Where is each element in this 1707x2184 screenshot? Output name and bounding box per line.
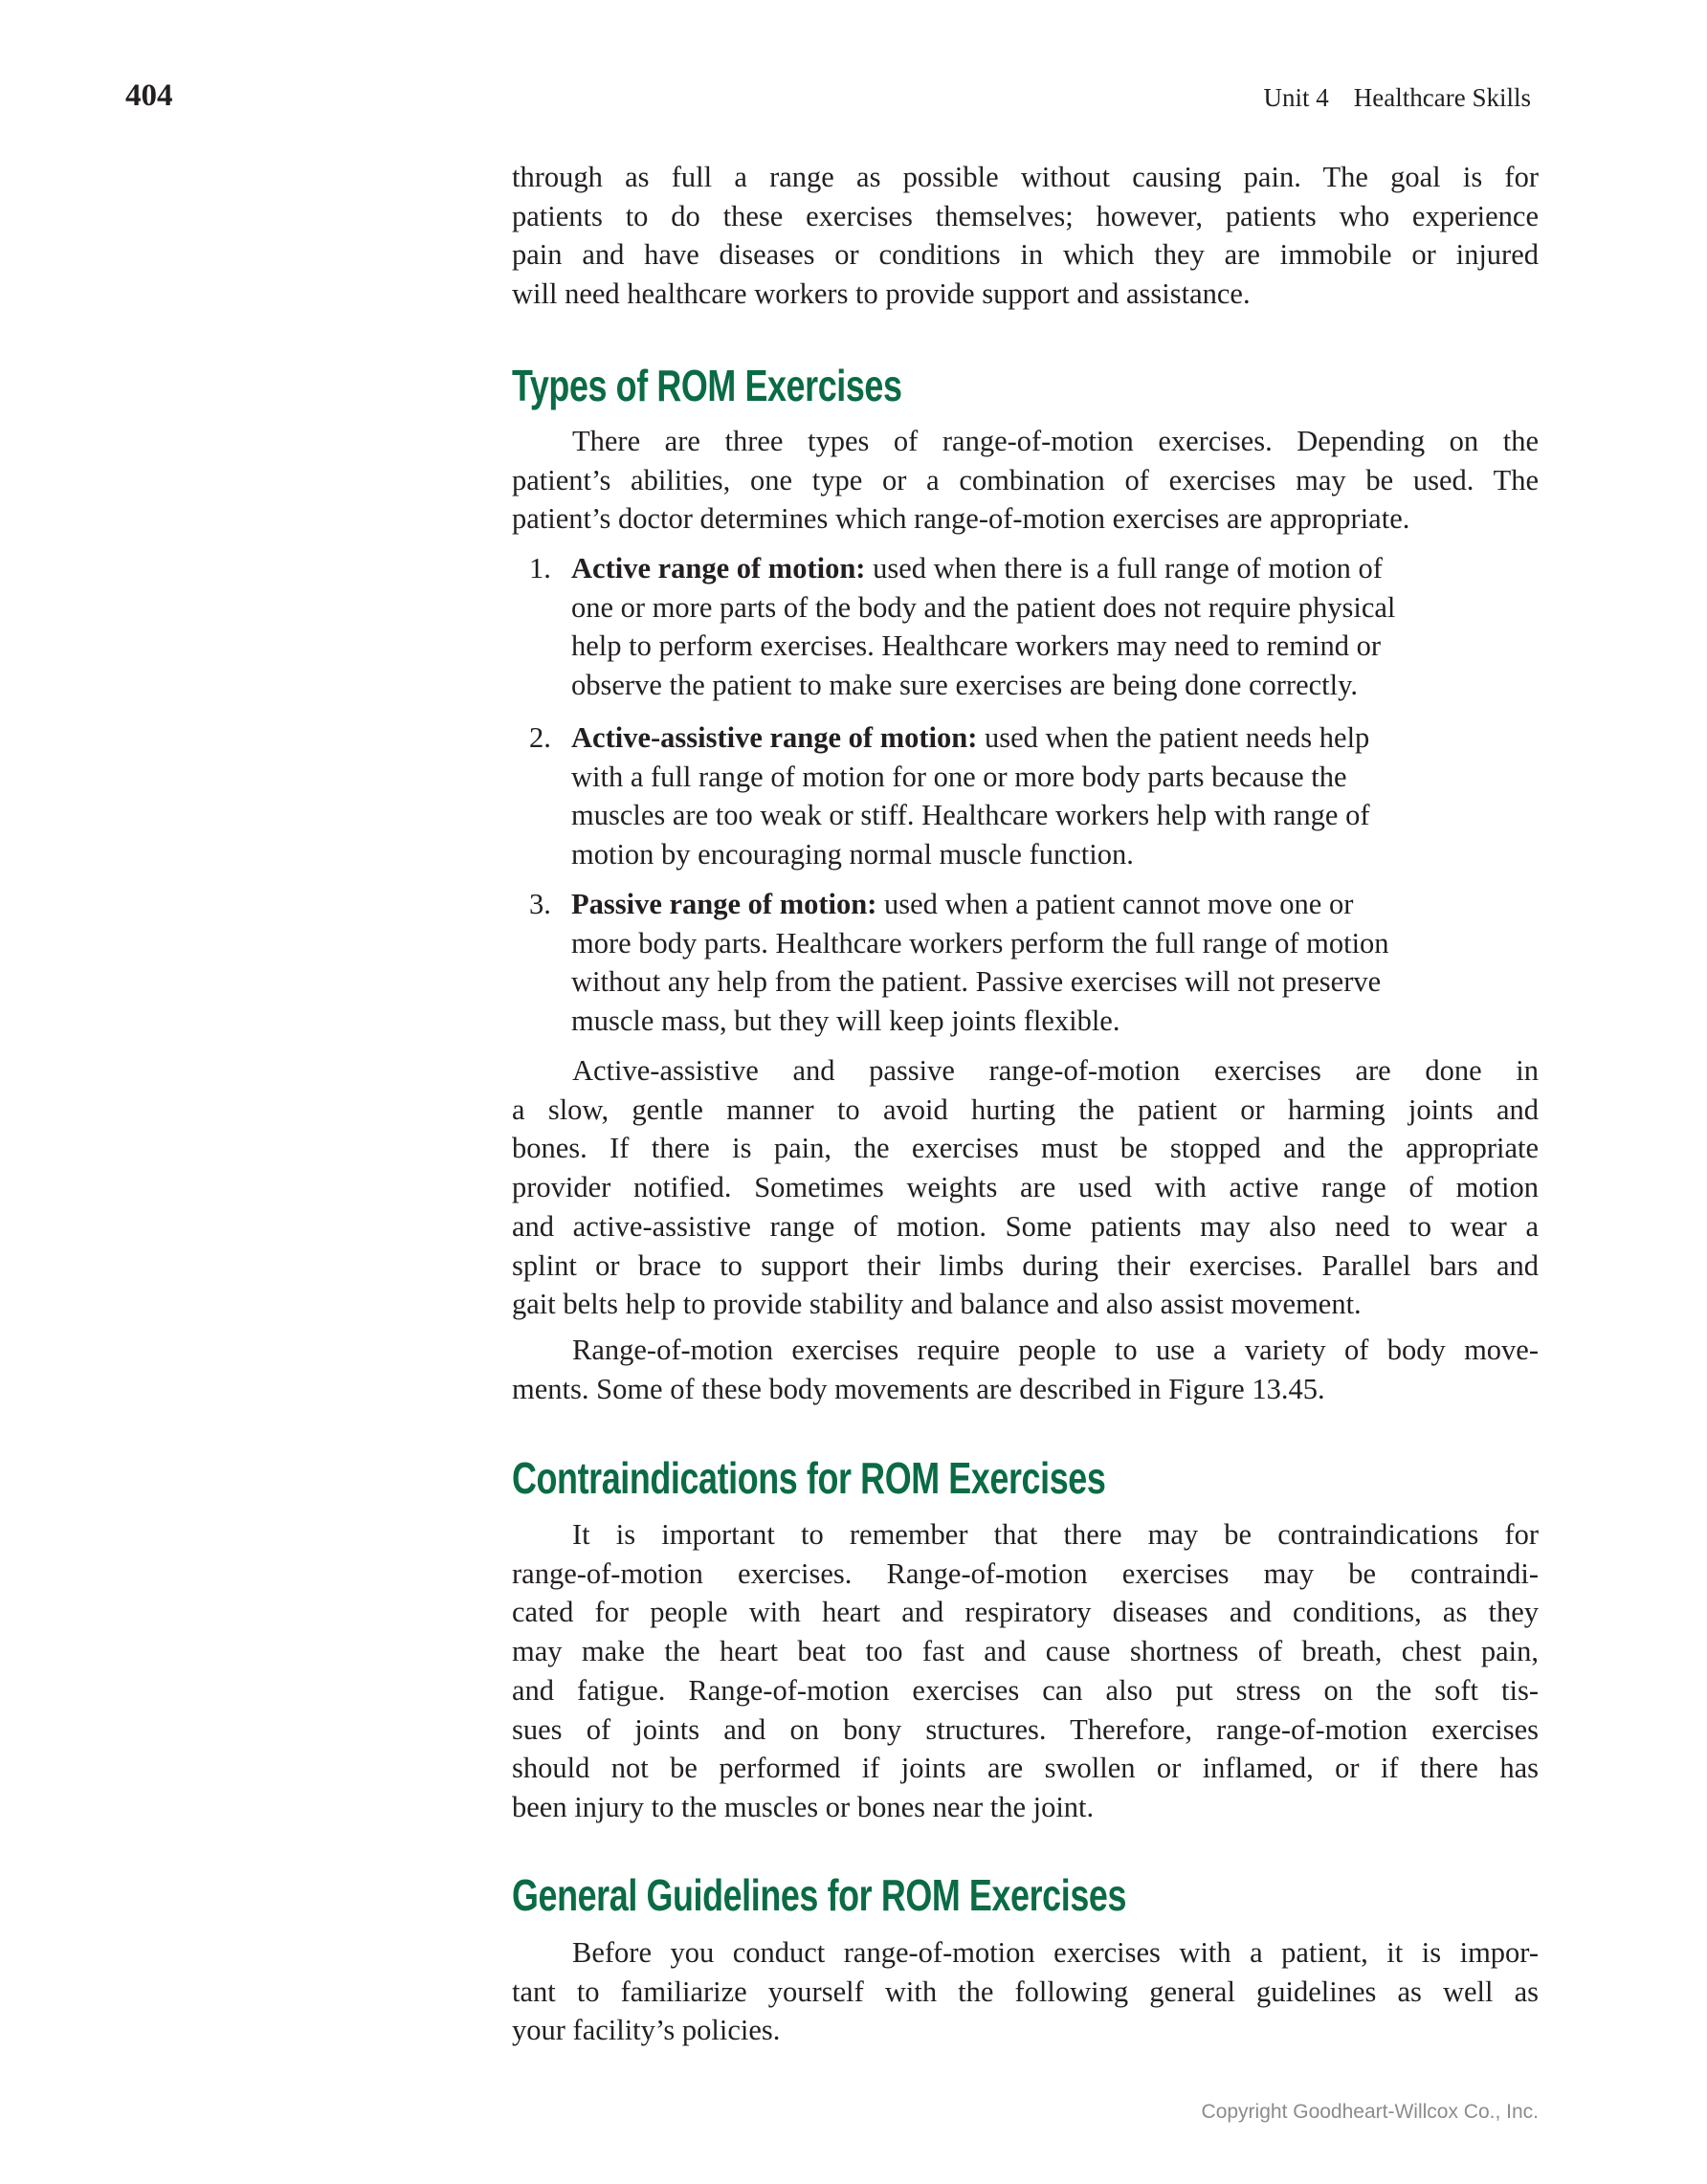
list-item-number: 1.	[529, 552, 551, 585]
paragraph-line: patient’s abilities, one type or a combination of exercises may be used. The	[512, 463, 1539, 496]
paragraph-line: bones. If there is pain, the exercises must be stopped and the appropriate	[512, 1132, 1539, 1165]
paragraph-line: Range-of-motion exercises require people to use a variety of body move-	[572, 1334, 1539, 1366]
paragraph-line: range-of-motion exercises. Range-of-motion exercises may be contraindi-	[512, 1556, 1539, 1590]
page-number: 404	[125, 78, 173, 113]
paragraph-line: and fatigue. Range-of-motion exercises can also put stress on the soft tis-	[512, 1673, 1539, 1707]
paragraph-line: sues of joints and on bony structures. Therefore, range-of-motion exercises	[512, 1712, 1539, 1746]
list-item-text: used when the patient needs help	[977, 721, 1370, 754]
list-item-line: with a full range of motion for one or more body parts because the	[571, 760, 1347, 793]
paragraph-line: Active-assistive and passive range-of-motion exercises are done in	[572, 1054, 1539, 1087]
running-head	[1264, 82, 1531, 113]
list-item-line	[571, 885, 1353, 924]
paragraph-line: patient’s doctor determines which range-of-motion exercises are appropriate.	[512, 502, 1410, 536]
list-item-line: help to perform exercises. Healthcare workers may need to remind or	[571, 629, 1382, 663]
list-item-text: used when a patient cannot move one or	[876, 888, 1354, 920]
list-item-line	[571, 549, 1383, 588]
paragraph-line: It is important to remember that there may be contraindications for	[572, 1518, 1539, 1551]
list-item-line: motion by encouraging normal muscle function.	[571, 838, 1134, 871]
paragraph-line: a slow, gentle manner to avoid hurting the patient or harming joints and	[512, 1092, 1539, 1126]
list-item-term: Passive range of motion:	[571, 888, 877, 920]
paragraph-line: your facility’s policies.	[512, 2014, 781, 2047]
paragraph-line: Before you conduct range-of-motion exercises with a patient, it is impor-	[572, 1936, 1539, 1969]
paragraph-line: gait belts help to provide stability and balance and also assist movement.	[512, 1288, 1362, 1321]
list-item-line: without any help from the patient. Passive exercises will not preserve	[571, 965, 1382, 999]
list-item-line: more body parts. Healthcare workers perform the full range of motion	[571, 926, 1389, 960]
paragraph-line: ments. Some of these body movements are described in Figure 13.45.	[512, 1372, 1325, 1405]
list-item-number: 3.	[529, 888, 551, 920]
section-heading: General Guidelines for ROM Exercises	[512, 1870, 1127, 1920]
section-heading: Types of ROM Exercises	[512, 361, 902, 410]
copyright-notice: Copyright Goodheart-Willcox Co., Inc.	[1201, 2101, 1539, 2123]
running-head-unit-title: Healthcare Skills	[1353, 83, 1531, 112]
list-item-line: observe the patient to make sure exercises are being done correctly.	[571, 669, 1359, 702]
list-item-line: muscles are too weak or stiff. Healthcare workers help with range of	[571, 799, 1370, 832]
list-item-term: Active-assistive range of motion:	[571, 721, 978, 754]
paragraph-line: patients to do these exercises themselves; however, patients who experience	[512, 199, 1539, 232]
list-item-text: used when there is a full range of motion of	[865, 552, 1383, 585]
section-heading: Contraindications for ROM Exercises	[512, 1453, 1106, 1503]
paragraph-line: provider notified. Sometimes weights are used with active range of motion	[512, 1171, 1539, 1204]
paragraph-line: through as full a range as possible without causing pain. The goal is for	[512, 161, 1539, 193]
paragraph-line: pain and have diseases or conditions in which they are immobile or injured	[512, 238, 1539, 272]
list-item-line: one or more parts of the body and the patient does not require physical	[571, 590, 1396, 624]
paragraph-line: There are three types of range-of-motion exercises. Depending on the	[572, 425, 1539, 457]
list-item-line: muscle mass, but they will keep joints flexible.	[571, 1004, 1120, 1038]
list-item-line	[571, 718, 1369, 758]
paragraph-line: cated for people with heart and respiratory diseases and conditions, as they	[512, 1596, 1539, 1629]
paragraph-line: should not be performed if joints are swollen or inflamed, or if there has	[512, 1752, 1539, 1785]
paragraph-line: may make the heart beat too fast and cause shortness of breath, chest pain,	[512, 1635, 1539, 1668]
paragraph-line: will need healthcare workers to provide support and assistance.	[512, 277, 1251, 311]
paragraph-line: and active-assistive range of motion. Some patients may also need to wear a	[512, 1209, 1539, 1243]
list-item-number: 2.	[529, 721, 551, 754]
paragraph-line: tant to familiarize yourself with the following general guidelines as well as	[512, 1974, 1539, 2008]
running-head-unit: Unit 4	[1263, 83, 1329, 112]
paragraph-line: been injury to the muscles or bones near the joint.	[512, 1790, 1095, 1823]
paragraph-line: splint or brace to support their limbs during their exercises. Parallel bars and	[512, 1248, 1539, 1282]
list-item-term: Active range of motion:	[571, 552, 866, 585]
